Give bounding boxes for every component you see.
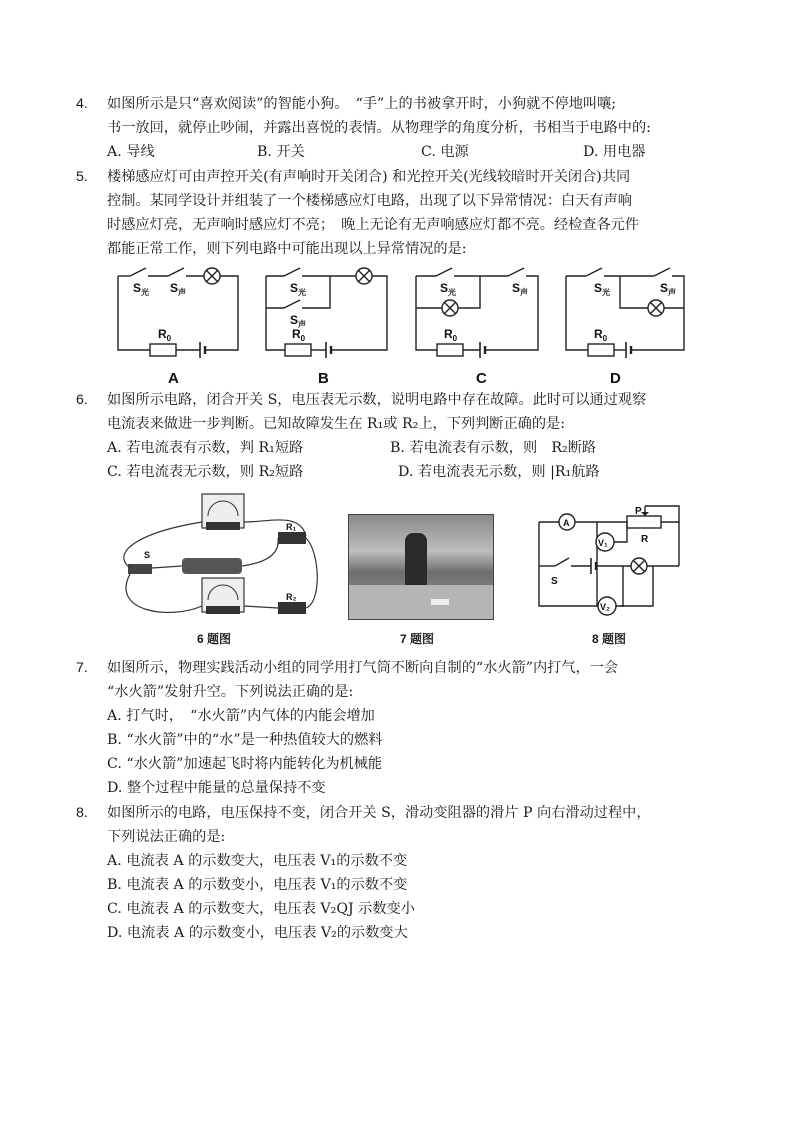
- svg-text:P: P: [635, 506, 642, 517]
- q6-option-a[interactable]: A. 若电流表有示数，判 R₁短路: [107, 440, 304, 456]
- fig7-caption: 7 题图: [400, 632, 435, 646]
- q8-stem-line2: 下列说法正确的是:: [107, 829, 226, 845]
- svg-text:V₁: V₁: [598, 538, 608, 548]
- q4-option-d[interactable]: D. 用电器: [583, 144, 646, 160]
- q4-option-b[interactable]: B. 开关: [257, 144, 305, 160]
- svg-text:A: A: [563, 518, 570, 528]
- q6-option-b[interactable]: B. 若电流表有示数，则 R₂断路: [390, 440, 597, 456]
- q8-option-c[interactable]: C. 电流表 A 的示数变大，电压表 V₂QJ 示数变小: [107, 901, 415, 917]
- q8-option-a[interactable]: A. 电流表 A 的示数变大，电压表 V₁的示数不变: [107, 853, 408, 869]
- q5-circuits: [0, 262, 793, 392]
- q4-stem-line2: 书一放回，就停止吵闹，并露出喜悦的表情。从物理学的角度分析，书相当于电路中的:: [107, 120, 651, 136]
- fig7-photo: [348, 514, 494, 620]
- svg-text:S: S: [144, 550, 151, 560]
- circuit-a[interactable]: [118, 268, 238, 387]
- fig8-caption: 8 题图: [592, 632, 627, 646]
- svg-text:R₂: R₂: [286, 592, 297, 602]
- fig6-circuit-photo: [110, 492, 330, 622]
- circuit-b-switch1-label: $S_光$: [290, 281, 307, 297]
- circuit-d[interactable]: [566, 268, 684, 387]
- q5-stem-line4: 都能正常工作，则下列电路中可能出现以上异常情况的是:: [107, 241, 467, 257]
- q6-number: 6.: [76, 392, 88, 408]
- q7-stem-line2: “水火箭”发射升空。下列说法正确的是:: [107, 684, 354, 700]
- q7-number: 7.: [76, 660, 88, 676]
- q4-stem-line1: 如图所示是只“喜欢阅读”的智能小狗。 “手”上的书被拿开时，小狗就不停地叫嚷;: [107, 96, 617, 112]
- circuit-a-switch2-label: $S_声$: [170, 281, 187, 297]
- fig8-circuit: [535, 502, 695, 622]
- q6-stem-line2: 电流表来做进一步判断。已知故障发生在 R₁或 R₂上，下列判断正确的是:: [107, 416, 565, 432]
- q5-stem-line1: 楼梯感应灯可由声控开关(有声响时开关闭合) 和光控开关(光线较暗时开关闭合)共同: [107, 169, 631, 185]
- q7-option-c[interactable]: C. “水火箭”加速起飞时将内能转化为机械能: [107, 756, 383, 772]
- circuit-b-resistor-label: $R_0$: [292, 327, 306, 343]
- q7-option-b[interactable]: B. “水火箭”中的“水”是一种热值较大的燃料: [107, 732, 383, 748]
- q8-option-d[interactable]: D. 电流表 A 的示数变小，电压表 V₂的示数变大: [107, 925, 408, 941]
- circuit-d-switch2-label: $S_声$: [660, 281, 677, 297]
- q5-stem-line2: 控制。某同学设计并组装了一个楼梯感应灯电路，出现了以下异常情况：白天有声响: [107, 193, 632, 209]
- circuit-b-switch2-label: $S_声$: [290, 313, 307, 329]
- q4-option-a[interactable]: A. 导线: [107, 144, 155, 160]
- circuit-b-label: B: [318, 370, 329, 387]
- q6-stem-line1: 如图所示电路，闭合开关 S，电压表无示数，说明电路中存在故障。此时可以通过观察: [107, 392, 647, 408]
- q5-stem-line3: 时感应灯亮，无声响时感应灯不亮； 晚上无论有无声响感应灯都不亮。经检查各元件: [107, 217, 640, 233]
- circuit-d-label: D: [610, 370, 621, 387]
- circuit-c-resistor-label: $R_0$: [444, 327, 458, 343]
- fig6-caption: 6 题图: [197, 632, 232, 646]
- q8-stem-line1: 如图所示的电路，电压保持不变，闭合开关 S，滑动变阻器的滑片 P 向右滑动过程中，: [107, 805, 651, 821]
- q8-option-b[interactable]: B. 电流表 A 的示数变小，电压表 V₁的示数不变: [107, 877, 408, 893]
- q6-option-c[interactable]: C. 若电流表无示数，则 R₂短路: [107, 464, 304, 480]
- circuit-d-resistor-label: $R_0$: [594, 327, 608, 343]
- q5-number: 5.: [76, 169, 88, 185]
- svg-text:R: R: [641, 534, 649, 545]
- circuit-c-switch2-label: $S_声$: [512, 281, 529, 297]
- circuit-a-switch1-label: $S_光$: [133, 281, 150, 297]
- circuit-c-switch1-label: $S_光$: [440, 281, 457, 297]
- circuit-b[interactable]: [266, 268, 387, 387]
- q4-option-c[interactable]: C. 电源: [421, 144, 469, 160]
- svg-text:S: S: [551, 576, 558, 587]
- circuit-c[interactable]: [416, 268, 538, 387]
- svg-text:V₂: V₂: [600, 602, 611, 612]
- q4-number: 4.: [76, 96, 88, 112]
- circuit-a-label: A: [168, 370, 179, 387]
- q8-number: 8.: [76, 805, 88, 821]
- circuit-c-label: C: [476, 370, 487, 387]
- q6-option-d[interactable]: D. 若电流表无示数，则 |R₁航路: [398, 464, 600, 480]
- circuit-a-resistor-label: $R_0$: [158, 327, 172, 343]
- q7-option-d[interactable]: D. 整个过程中能量的总量保持不变: [107, 780, 326, 796]
- q7-option-a[interactable]: A. 打气时， “水火箭”内气体的内能会增加: [107, 708, 375, 724]
- svg-text:R₁: R₁: [286, 522, 297, 532]
- circuit-d-switch1-label: $S_光$: [594, 281, 611, 297]
- q7-stem-line1: 如图所示，物理实践活动小组的同学用打气筒不断向自制的“水火箭”内打气，一会: [107, 660, 619, 676]
